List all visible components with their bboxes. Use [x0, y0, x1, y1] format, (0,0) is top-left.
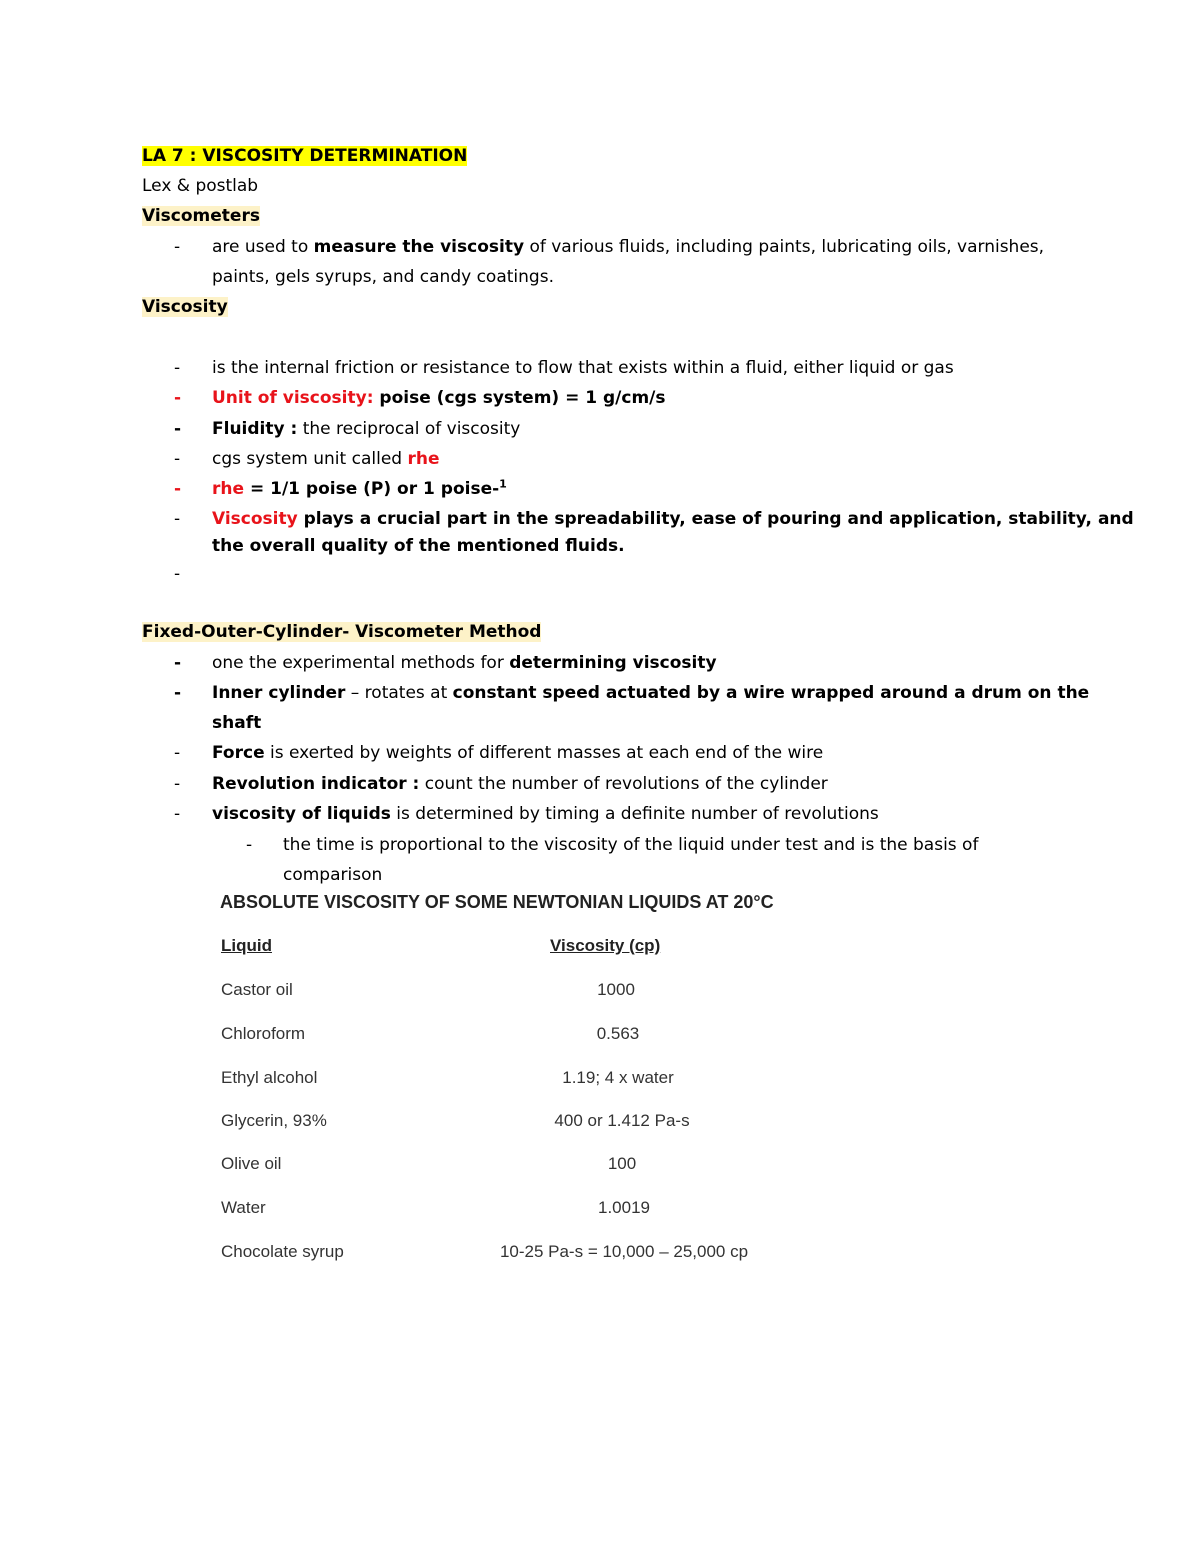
- bold-text: plays a crucial part in the spreadability,: [297, 509, 686, 529]
- list-item: [212, 742, 823, 764]
- table-cell-liquid: Glycerin, 93%: [221, 1111, 327, 1130]
- bullet-dash: -: [174, 388, 182, 408]
- bullet-dash: -: [174, 683, 182, 703]
- text: the reciprocal of viscosity: [297, 419, 521, 439]
- text: cgs system unit called: [212, 449, 408, 469]
- table-cell-liquid: Castor oil: [221, 980, 293, 999]
- table-cell-viscosity: 10-25 Pa-s = 10,000 – 25,000 cp: [499, 1242, 749, 1261]
- list-item: [212, 418, 520, 440]
- list-item: [212, 448, 440, 470]
- bullet-dash: -: [174, 449, 181, 469]
- red-text: Viscosity: [212, 509, 298, 529]
- title-text: LA 7 : VISCOSITY DETERMINATION: [142, 146, 468, 166]
- list-item: [212, 508, 1134, 530]
- bold-text: Inner cylinder: [212, 683, 346, 703]
- bullet-dash: -: [174, 509, 181, 529]
- heading-text: Viscosity: [142, 297, 228, 317]
- heading-text: Viscometers: [142, 206, 260, 226]
- bold-text: Force: [212, 743, 265, 763]
- list-item: [212, 387, 666, 409]
- text: are used to: [212, 237, 314, 257]
- table-cell-liquid: Chloroform: [221, 1024, 306, 1043]
- bold-text: viscosity of liquids: [212, 804, 391, 824]
- text: – rotates at: [345, 683, 453, 703]
- text: is exerted by weights of different masses at each end of the wire: [264, 743, 824, 763]
- table-cell-viscosity: 1.19; 4 x water: [562, 1068, 674, 1087]
- table-cell-liquid: Ethyl alcohol: [221, 1068, 318, 1087]
- list-item: [212, 236, 1044, 258]
- table-cell-liquid: Water: [221, 1198, 266, 1217]
- bullet-dash: -: [174, 479, 182, 499]
- table-cell-viscosity: 0.563: [596, 1024, 640, 1043]
- text: count the number of revolutions of the cylinder: [419, 774, 828, 794]
- sub-bullet-dash: -: [246, 835, 253, 855]
- bold-text: measure the viscosity: [313, 237, 525, 257]
- bold-text: constant speed actuated by a wire wrapped around a drum on the: [452, 683, 1090, 703]
- heading-text: Fixed-Outer-Cylinder- Viscometer Method: [142, 622, 542, 642]
- list-item: [212, 478, 507, 500]
- list-item-continuation: paints, gels syrups, and candy coatings.: [212, 267, 554, 287]
- table-header-viscosity: Viscosity (cp): [550, 936, 661, 955]
- bold-text: Fluidity :: [212, 419, 298, 439]
- superscript: 1: [499, 477, 507, 491]
- bullet-dash: -: [174, 237, 181, 257]
- section-heading-viscometers: [142, 205, 260, 227]
- list-item: [212, 803, 879, 825]
- bold-text: Revolution indicator :: [212, 774, 420, 794]
- table-cell-viscosity: 100: [607, 1154, 637, 1173]
- bold-text: determining viscosity: [509, 653, 717, 673]
- red-text: Unit of viscosity:: [212, 388, 374, 408]
- table-cell-viscosity: 1.0019: [598, 1198, 650, 1217]
- table-cell-liquid: Chocolate syrup: [221, 1242, 344, 1261]
- table-cell-viscosity: 1000: [597, 980, 635, 999]
- list-item: is the internal friction or resistance to flow that exists within a fluid, either liquid or gas: [212, 358, 954, 378]
- table-cell-liquid: Olive oil: [221, 1154, 282, 1173]
- bold-text: ease of pouring and application, stability, and: [685, 509, 1134, 529]
- list-item-continuation: the overall quality of the mentioned fluids.: [212, 536, 625, 556]
- document-title: [142, 145, 467, 167]
- text: of various fluids, including paints, lubricating oils, varnishes,: [524, 237, 1045, 257]
- red-text: rhe: [212, 479, 245, 499]
- text: one the experimental methods for: [212, 653, 510, 673]
- sub-list-item-continuation: comparison: [283, 865, 383, 885]
- bullet-dash: -: [174, 774, 181, 794]
- list-item-continuation: shaft: [212, 713, 262, 733]
- table-header-liquid: Liquid: [221, 936, 272, 955]
- text: is determined by timing a definite number of revolutions: [390, 804, 879, 824]
- bullet-dash: -: [174, 358, 181, 378]
- bold-text: poise (cgs system) = 1 g/cm/s: [373, 388, 666, 408]
- list-item: [212, 773, 828, 795]
- table-title: ABSOLUTE VISCOSITY OF SOME NEWTONIAN LIQUIDS AT 20°C: [220, 892, 774, 912]
- bullet-dash-empty: -: [174, 564, 181, 584]
- sub-list-item: the time is proportional to the viscosity of the liquid under test and is the basis of: [283, 835, 979, 855]
- bullet-dash: -: [174, 653, 182, 673]
- document-subtitle: Lex & postlab: [142, 176, 259, 196]
- table-cell-viscosity: 400 or 1.412 Pa-s: [554, 1111, 690, 1130]
- bullet-dash: -: [174, 419, 182, 439]
- red-text: rhe: [407, 449, 440, 469]
- section-heading-viscosity: [142, 296, 228, 318]
- bullet-dash: -: [174, 804, 181, 824]
- bold-text: = 1/1 poise (P) or 1 poise-: [244, 479, 500, 499]
- list-item: [212, 682, 1089, 704]
- section-heading-method: [142, 621, 541, 643]
- list-item: [212, 652, 717, 674]
- bullet-dash: -: [174, 743, 181, 763]
